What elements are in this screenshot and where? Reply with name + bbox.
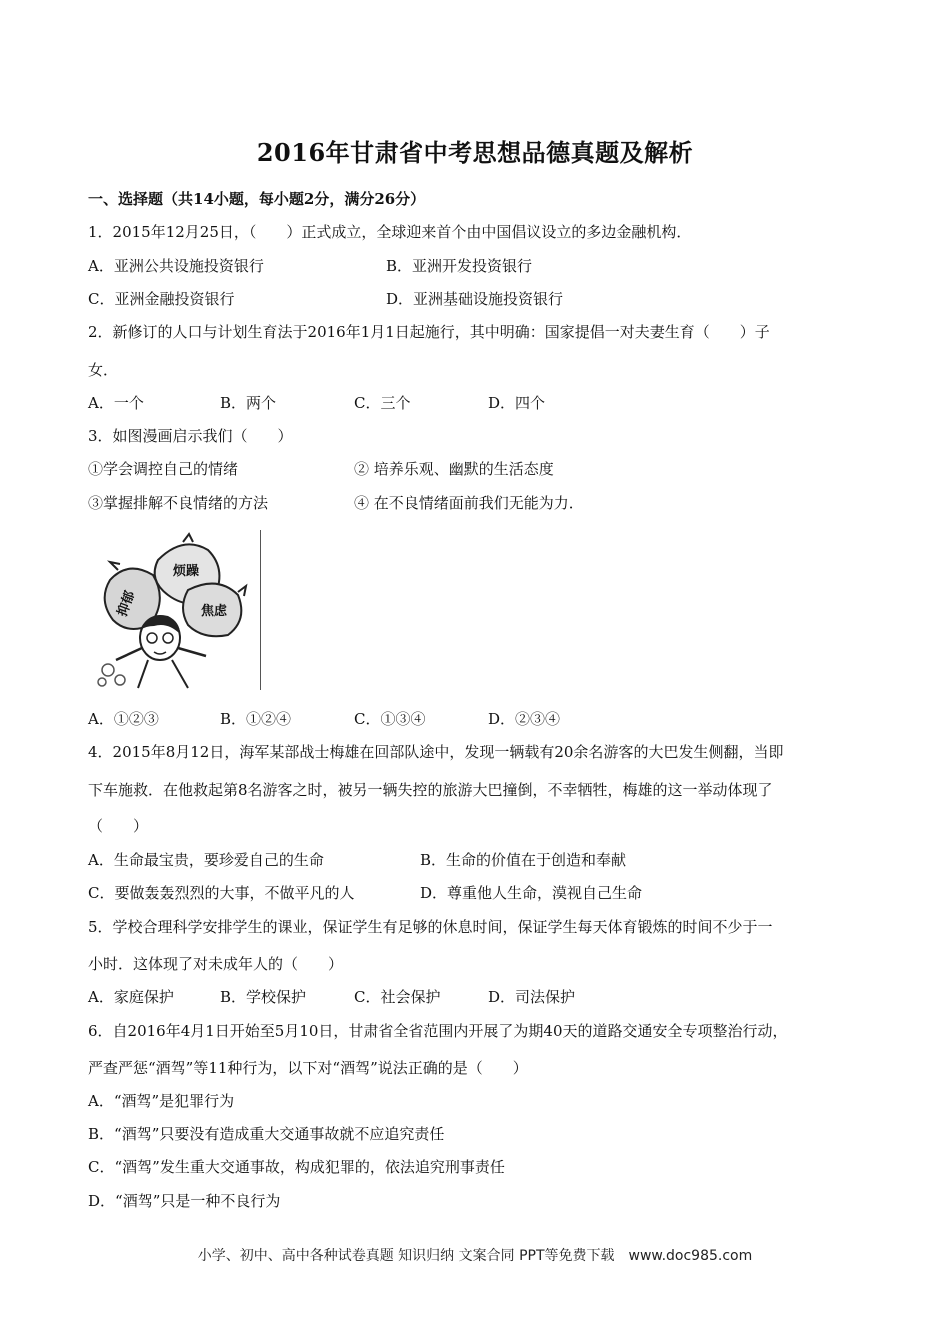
q5-option-b: B．学校保护 [220, 988, 307, 1006]
q3-option-d: D．②③④ [488, 710, 561, 728]
q1-option-c: C．亚洲金融投资银行 [88, 290, 235, 308]
q1-option-b: B．亚洲开发投资银行 [386, 257, 533, 275]
q6-stem-line2: 严查严惩“酒驾”等11种行为，以下对“酒驾”说法正确的是（ ） [88, 1059, 528, 1077]
q6-stem-line1: 6．自2016年4月1日开始至5月10日，甘肃省全省范围内开展了为期40天的道路交通安全专项整治行动， [88, 1022, 788, 1040]
page-title: 2016年甘肃省中考思想品德真题及解析 [256, 138, 694, 167]
q4-option-a: A．生命最宝贵，要珍爱自己的生命 [88, 851, 324, 869]
q2-option-d: D．四个 [488, 394, 546, 412]
q3-statement-4: ④ 在不良情绪面前我们无能为力． [354, 494, 584, 512]
q3-statement-1: ①学会调控自己的情绪 [88, 460, 239, 478]
q1-option-a: A．亚洲公共设施投资银行 [88, 257, 264, 275]
q2-stem-line2: 女． [88, 361, 119, 379]
q2-option-c: C．三个 [354, 394, 411, 412]
q4-option-d: D．尊重他人生命，漠视自己生命 [420, 884, 643, 902]
q2-option-b: B．两个 [220, 394, 277, 412]
cartoon-label-3: 焦虑 [200, 604, 228, 619]
q1-option-d: D．亚洲基础设施投资银行 [386, 290, 564, 308]
cartoon-label-2: 抑郁 [115, 589, 139, 619]
q4-option-c: C．要做轰轰烈烈的大事，不做平凡的人 [88, 884, 355, 902]
q5-stem-line1: 5．学校合理科学安排学生的课业，保证学生有足够的休息时间，保证学生每天体育锻炼的时间不少于一 [88, 918, 773, 936]
q6-option-d: D．“酒驾”只是一种不良行为 [88, 1192, 281, 1210]
q6-option-a: A．“酒驾”是犯罪行为 [88, 1092, 235, 1110]
q5-option-c: C．社会保护 [354, 988, 441, 1006]
q4-option-b: B．生命的价值在于创造和奉献 [420, 851, 627, 869]
q5-stem-line2: 小时．这体现了对未成年人的（ ） [88, 955, 344, 973]
q3-statement-2: ② 培养乐观、幽默的生活态度 [354, 460, 554, 478]
q1-stem: 1．2015年12月25日，（ ）正式成立，全球迎来首个由中国倡议设立的多边金融机构． [88, 223, 692, 241]
emotion-cartoon-image [88, 530, 261, 690]
q3-option-a: A．①②③ [88, 710, 159, 728]
q3-option-b: B．①②④ [220, 710, 292, 728]
q2-option-a: A．一个 [88, 394, 144, 412]
section-title: 一、选择题（共14小题，每小题2分，满分26分） [88, 190, 426, 208]
q3-stem: 3．如图漫画启示我们（ ） [88, 427, 293, 445]
page-footer: 小学、初中、高中各种试卷真题 知识归纳 文案合同 PPT等免费下载 www.doc985.com [197, 1248, 753, 1264]
q2-stem-line1: 2．新修订的人口与计划生育法于2016年1月1日起施行，其中明确：国家提倡一对夫妻生育（ ）子 [88, 323, 770, 341]
q5-option-a: A．家庭保护 [88, 988, 174, 1006]
q4-stem-line1: 4．2015年8月12日，海军某部战士梅雄在回部队途中，发现一辆载有20余名游客的大巴发生侧翻，当即 [88, 743, 784, 761]
q6-option-c: C．“酒驾”发生重大交通事故，构成犯罪的，依法追究刑事责任 [88, 1158, 505, 1176]
cartoon-label-1: 烦躁 [172, 564, 200, 579]
q4-stem-line3: （ ） [88, 817, 149, 835]
q5-option-d: D．司法保护 [488, 988, 576, 1006]
q3-statement-3: ③掌握排解不良情绪的方法 [88, 494, 269, 512]
q6-option-b: B．“酒驾”只要没有造成重大交通事故就不应追究责任 [88, 1125, 445, 1143]
q4-stem-line2: 下车施救．在他救起第8名游客之时，被另一辆失控的旅游大巴撞倒，不幸牺牲，梅雄的这一举动体现了 [88, 781, 773, 799]
q3-option-c: C．①③④ [354, 710, 426, 728]
